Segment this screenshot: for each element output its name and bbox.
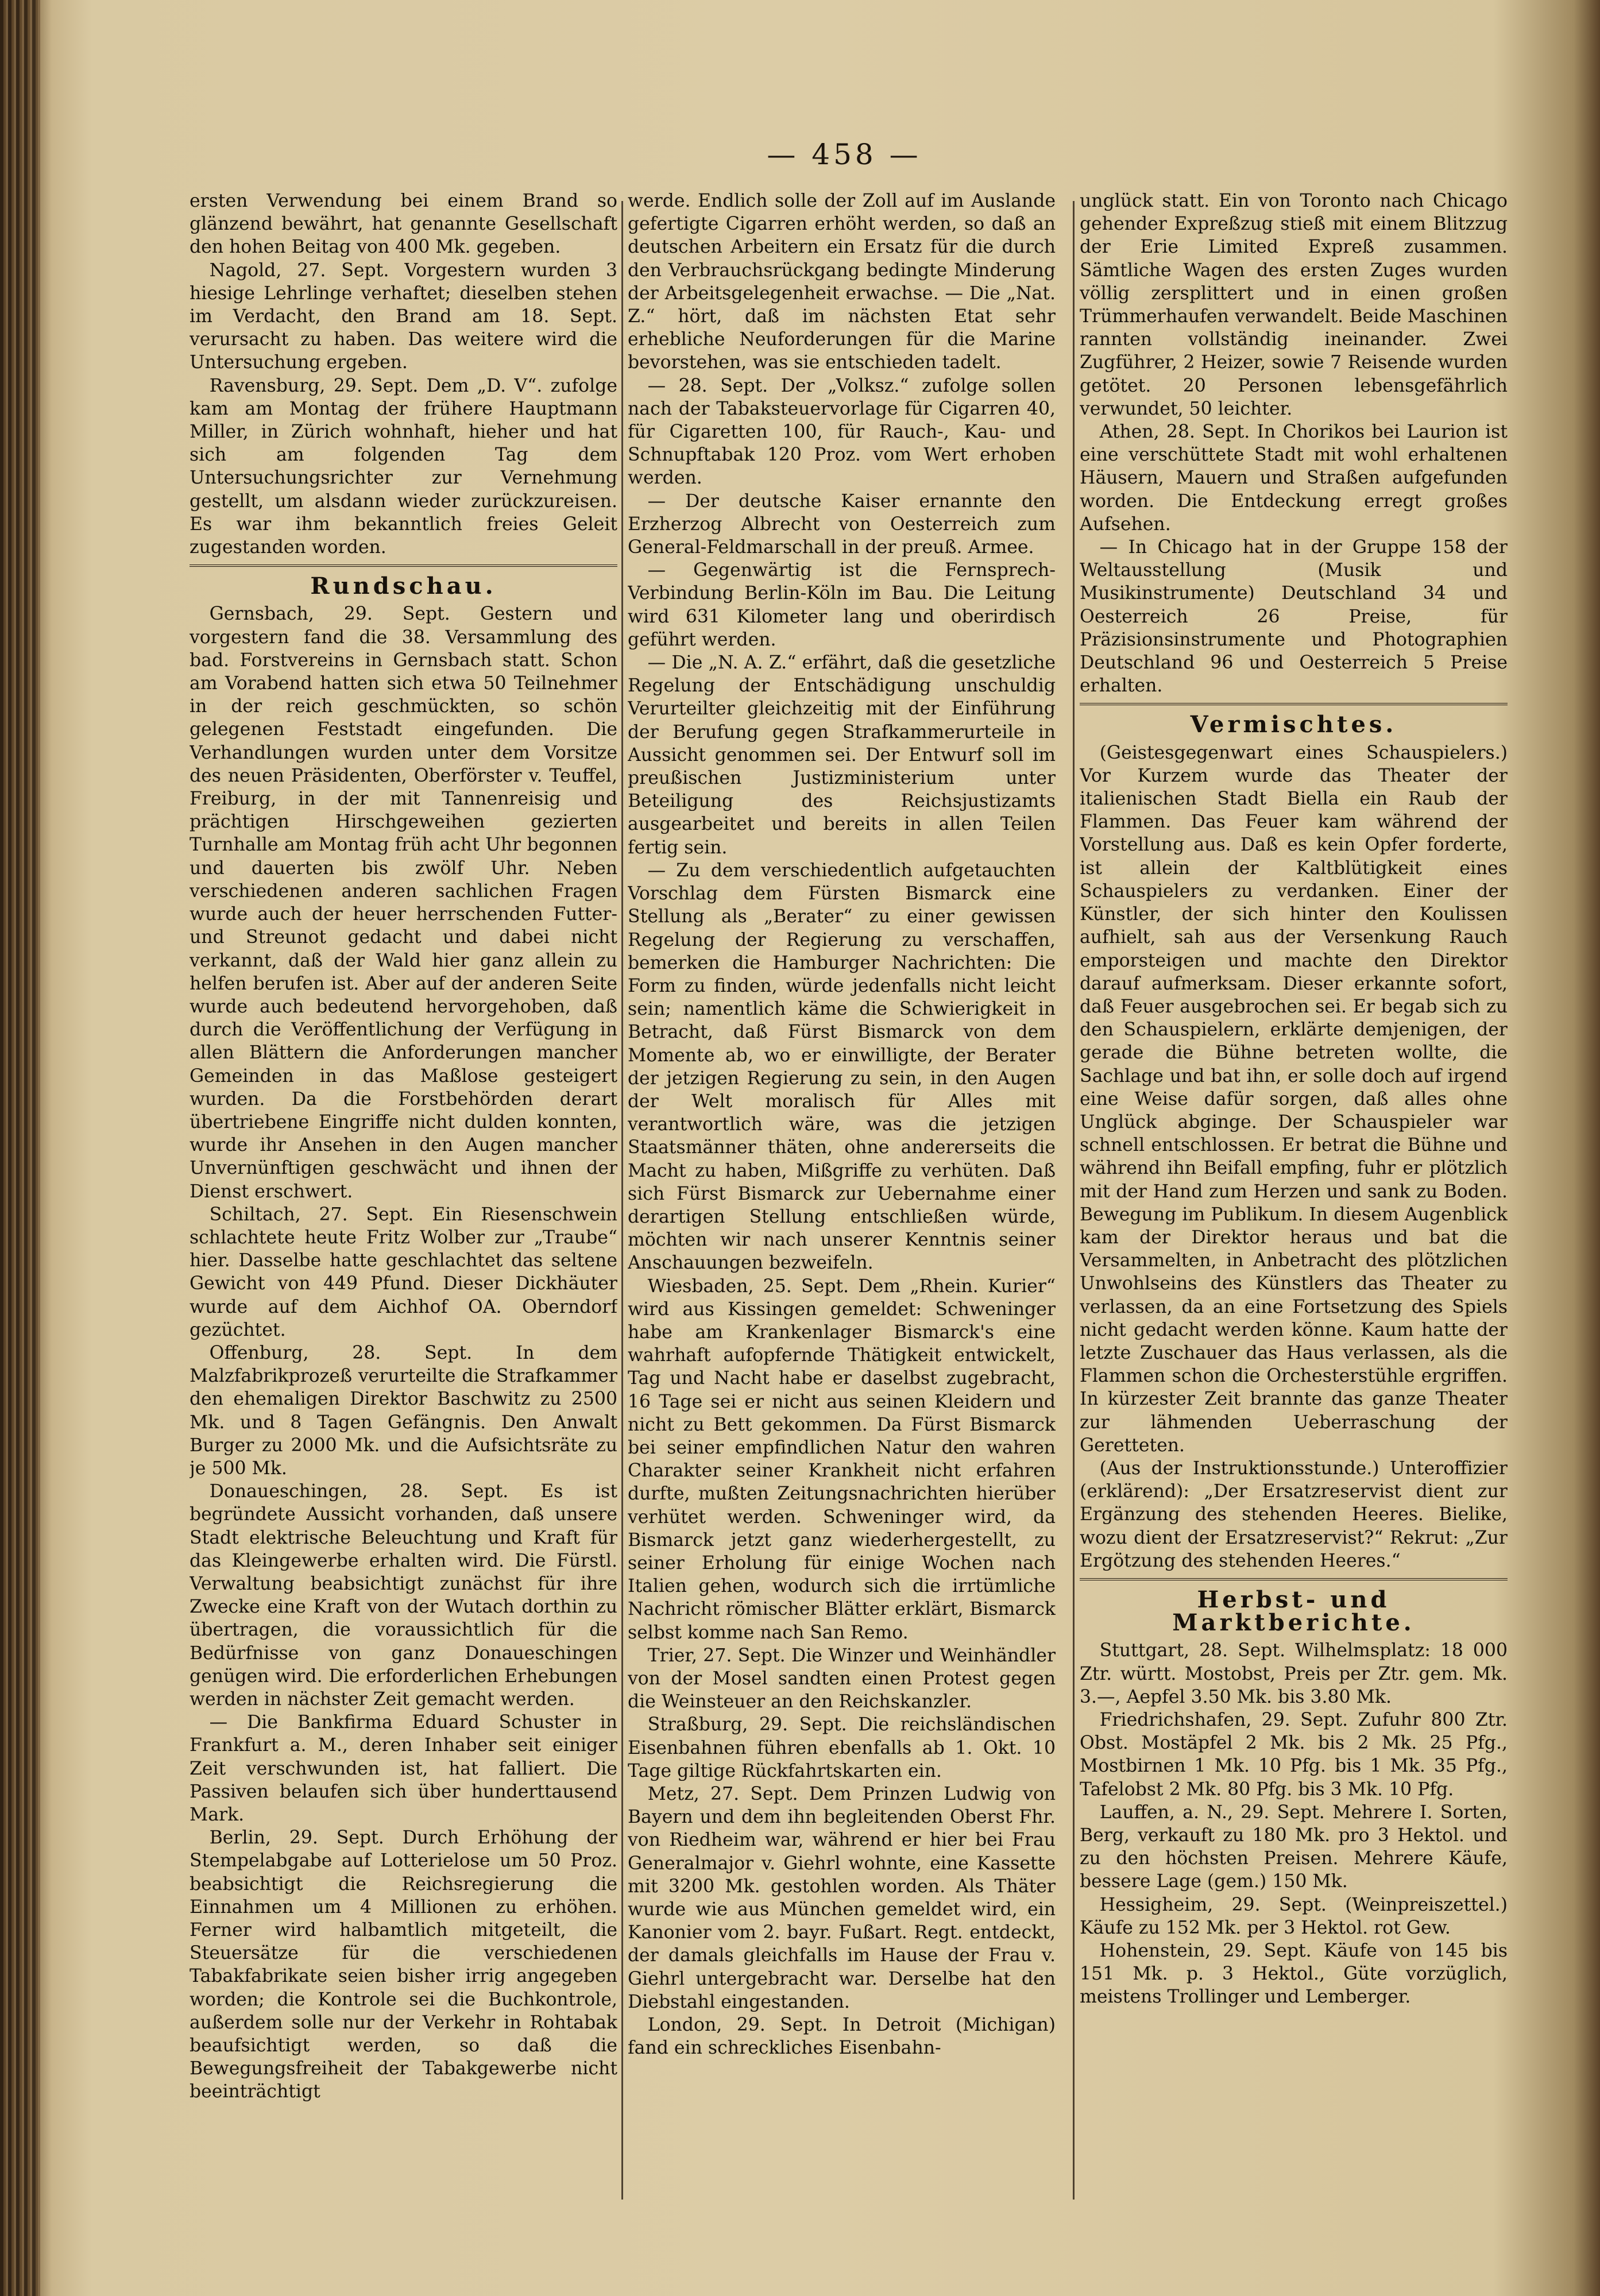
article-paragraph: Straßburg, 29. Sept. Die reichsländischen Eisenbahnen führen ebenfalls ab 1. Okt. 10 Tage giltige Rückfahrtskarten ein.	[628, 1714, 1056, 1781]
page-number: — 458 —	[767, 138, 922, 171]
article-paragraph: Lauffen, a. N., 29. Sept. Mehrere I. Sorten, Berg, verkauft zu 180 Mk. pro 3 Hektol. und zu den höchsten Preisen. Mehrere Käufe, bessere Lage (gem.) 150 Mk.	[1080, 1802, 1508, 1892]
article-paragraph: Metz, 27. Sept. Dem Prinzen Ludwig von Bayern und dem ihn begleitenden Oberst Fhr. von Riedheim war, während er hier bei Frau Generalmajor v. Giehrl wohnte, eine Kassette mit 3200 Mk. gestohlen worden. Als Thäter wurde wie aus München gemeldet wird, ein Kanonier vom 2. bayr. Fußart. Regt. entdeckt, der damals gleichfalls im Hause der Frau v. Giehrl untergebracht war. Derselbe hat den Diebstahl eingestanden.	[628, 1784, 1056, 2012]
section-heading-vermischtes: Vermischtes.	[1080, 703, 1508, 736]
article-paragraph: — Gegenwärtig ist die Fernsprech-Verbindung Berlin-Köln im Bau. Die Leitung wird 631 Kilometer lang und oberirdisch geführt werden.	[628, 560, 1056, 650]
section-heading-marktberichte: Herbst- und Marktberichte.	[1080, 1578, 1508, 1634]
article-paragraph: werde. Endlich solle der Zoll auf im Auslande gefertigte Cigarren erhöht werden, so daß an deutschen Arbeitern ein Ersatz für die durch den Verbrauchsrückgang bedingte Minderung der Arbeitsgelegenheit erwachse. — Die „Nat. Z.“ hört, daß im nächsten Etat sehr erhebliche Neuforderungen für die Marine bevorstehen, was sie entschieden tadelt.	[628, 191, 1056, 373]
article-paragraph: (Geistesgegenwart eines Schauspielers.) Vor Kurzem wurde das Theater der italienischen Stadt Biella ein Raub der Flammen. Das Feuer kam während der Vorstellung aus. Daß es kein Opfer forderte, ist allein der Kaltblütigkeit eines Schauspielers zu verdanken. Einer der Künstler, der sich hinter den Koulissen aufhielt, sah aus der Versenkung Rauch emporsteigen und machte den Direktor darauf aufmerksam. Dieser erkannte sofort, daß Feuer ausgebrochen sei. Er begab sich zu den Schauspielern, erklärte demjenigen, der gerade die Bühne betreten wollte, die Sachlage und bat ihn, er solle doch auf irgend eine Weise dafür sorgen, daß alles ohne Unglück abginge. Der Schauspieler war schnell entschlossen. Er betrat die Bühne und während ihn Beifall empfing, fuhr er plötzlich mit der Hand zum Herzen und sank zu Boden. Bewegung im Publikum. In diesem Augenblick kam der Direktor heraus und bat die Versammelten, in Anbetracht des plötzlichen Unwohlseins des Künstlers das Theater zu verlassen, da an eine Fortsetzung des Spiels nicht gedacht werden könne. Kaum hatte der letzte Zuschauer das Haus verlassen, als die Flammen schon die Orchesterstühle ergriffen. In kürzester Zeit brannte das ganze Theater zur lähmenden Ueberraschung der Geretteten.	[1080, 742, 1508, 1456]
article-paragraph: Friedrichshafen, 29. Sept. Zufuhr 800 Ztr. Obst. Mostäpfel 2 Mk. bis 2 Mk. 25 Pfg., Mostbirnen 1 Mk. 10 Pfg. bis 1 Mk. 35 Pfg., Tafelobst 2 Mk. 80 Pfg. bis 3 Mk. 10 Pfg.	[1080, 1710, 1508, 1800]
article-paragraph: Stuttgart, 28. Sept. Wilhelmsplatz: 18 000 Ztr. württ. Mostobst, Preis per Ztr. gem. Mk. 3.—, Aepfel 3.50 Mk. bis 3.80 Mk.	[1080, 1640, 1508, 1707]
article-paragraph: Schiltach, 27. Sept. Ein Riesenschwein schlachtete heute Fritz Wolber zur „Traube“ hier. Dasselbe hatte geschlachtet das seltene Gewicht von 449 Pfund. Dieser Dickhäuter wurde auf dem Aichhof OA. Oberndorf gezüchtet.	[190, 1204, 617, 1340]
article-paragraph: Donaueschingen, 28. Sept. Es ist begründete Aussicht vorhanden, daß unsere Stadt elektrische Beleuchtung und Kraft für das Kleingewerbe erhalten wird. Die Fürstl. Verwaltung beabsichtigt zunächst für ihre Zwecke eine Kraft von der Wutach dorthin zu übertragen, die voraussichtlich für die Bedürfnisse von ganz Donaueschingen genügen wird. Die erforderlichen Erhebungen werden in nächster Zeit gemacht werden.	[190, 1481, 617, 1710]
book-spine-edge	[0, 0, 40, 2296]
article-paragraph: Nagold, 27. Sept. Vorgestern wurden 3 hiesige Lehrlinge verhaftet; dieselben stehen im Verdacht, den Brand am 18. Sept. verursacht zu haben. Das weitere wird die Untersuchung ergeben.	[190, 260, 617, 373]
article-paragraph: (Aus der Instruktionsstunde.) Unteroffizier (erklärend): „Der Ersatzreservist dient zur Ergänzung des stehenden Heeres. Bielike, wozu dient der Ersatzreservist?“ Rekrut: „Zur Ergötzung des stehenden Heeres.“	[1080, 1458, 1508, 1571]
article-paragraph: — In Chicago hat in der Gruppe 158 der Weltausstellung (Musik und Musikinstrumente) Deutschland 34 und Oesterreich 26 Preise, für Präzisionsinstrumente und Photographien Deutschland 96 und Oesterreich 5 Preise erhalten.	[1080, 537, 1508, 697]
article-paragraph: — Die Bankfirma Eduard Schuster in Frankfurt a. M., deren Inhaber seit einiger Zeit verschwunden ist, hat falliert. Die Passiven belaufen sich über hunderttausend Mark.	[190, 1712, 617, 1826]
article-paragraph: Hessigheim, 29. Sept. (Weinpreiszettel.) Käufe zu 152 Mk. per 3 Hektol. rot Gew.	[1080, 1894, 1508, 1938]
section-heading-rundschau: Rundschau.	[190, 565, 617, 598]
article-paragraph: — Die „N. A. Z.“ erfährt, daß die gesetzliche Regelung der Entschädigung unschuldig Verurteilter gleichzeitig mit der Einführung der Berufung gegen Strafkammerurteile in Aussicht genommen sei. Der Entwurf soll im preußischen Justizministerium unter Beteiligung des Reichsjustizamts ausgearbeitet und bereits in allen Teilen fertig sein.	[628, 652, 1056, 858]
article-paragraph: Wiesbaden, 25. Sept. Dem „Rhein. Kurier“ wird aus Kissingen gemeldet: Schweninger habe am Krankenlager Bismarck's eine wahrhaft aufopfernde Thätigkeit entwickelt, Tag und Nacht habe er daselbst zugebracht, 16 Tage sei er nicht aus seinen Kleidern und nicht zu Bett gekommen. Da Fürst Bismarck bei seiner empfindlichen Natur den wahren Charakter seiner Krankheit nicht erfahren durfte, mußten Zeitungsnachrichten hierüber verhütet werden. Schweninger wird, da Bismarck jetzt ganz wiederhergestellt, zu seiner Erholung für einige Wochen nach Italien gehen, wodurch sich die irrtümliche Nachricht römischer Blätter erklärt, Bismarck selbst komme nach San Remo.	[628, 1275, 1056, 1643]
column-rule	[621, 201, 623, 2200]
article-paragraph: — 28. Sept. Der „Volksz.“ zufolge sollen nach der Tabaksteuervorlage für Cigarren 40, für Cigaretten 100, für Rauch-, Kau- und Schnupftabak 120 Proz. vom Wert erhoben werden.	[628, 375, 1056, 489]
article-paragraph: Athen, 28. Sept. In Chorikos bei Laurion ist eine verschüttete Stadt mit wohl erhaltenen Häusern, Mauern und Straßen aufgefunden worden. Die Entdeckung erregt großes Aufsehen.	[1080, 422, 1508, 535]
article-paragraph: ersten Verwendung bei einem Brand so glänzend bewährt, hat genannte Gesellschaft den hohen Beitag von 400 Mk. gegeben.	[190, 191, 617, 258]
article-paragraph: Offenburg, 28. Sept. In dem Malzfabrikprozeß verurteilte die Strafkammer den ehemaligen Direktor Baschwitz zu 2500 Mk. und 8 Tagen Gefängnis. Den Anwalt Burger zu 2000 Mk. und die Aufsichtsräte zu je 500 Mk.	[190, 1342, 617, 1479]
article-paragraph: Ravensburg, 29. Sept. Dem „D. V“. zufolge kam am Montag der frühere Hauptmann Miller, in Zürich wohnhaft, hieher und hat sich am folgenden Tag dem Untersuchungsrichter zur Vernehmung gestellt, um alsdann wieder zurückzureisen. Es war ihm bekanntlich freies Geleit zugestanden worden.	[190, 375, 617, 558]
article-paragraph: — Der deutsche Kaiser ernannte den Erzherzog Albrecht von Oesterreich zum General-Feldmarschall in der preuß. Armee.	[628, 490, 1056, 558]
article-paragraph: — Zu dem verschiedentlich aufgetauchten Vorschlag dem Fürsten Bismarck eine Stellung als „Berater“ zu einer gewissen Regelung der Regierung zu verschaffen, bemerken die Hamburger Nachrichten: Die Form zu finden, würde jedenfalls nicht leicht sein; namentlich käme die Schwierigkeit in Betracht, daß Fürst Bismarck von dem Momente ab, wo er einwilligte, der Berater der jetzigen Regierung zu sein, in den Augen der Welt moralisch für Alles mit verantwortlich wäre, was die jetzigen Staatsmänner thäten, ohne andererseits die Macht zu haben, Mißgriffe zu verhüten. Daß sich Fürst Bismarck zur Uebernahme einer derartigen Stellung entschließen würde, möchten wir nach unserer Kenntnis seiner Anschauungen bezweifeln.	[628, 860, 1056, 1274]
column-2	[628, 190, 1056, 2211]
article-paragraph: London, 29. Sept. In Detroit (Michigan) fand ein schreckliches Eisenbahn-	[628, 2015, 1056, 2059]
column-1	[190, 190, 617, 2211]
article-paragraph: Berlin, 29. Sept. Durch Erhöhung der Stempelabgabe auf Lotterielose um 50 Proz. beabsichtigt die Reichsregierung die Einnahmen um 4 Millionen zu erhöhen. Ferner wird halbamtlich mitgeteilt, die Steuersätze für die verschiedenen Tabakfabrikate seien bisher irrig angegeben worden; die Kontrole sei die Buchkontrole, außerdem solle nur der Verkehr in Rohtabak beaufsichtigt werden, so daß die Bewegungsfreiheit der Tabakgewerbe nicht beeinträchtigt	[190, 1827, 617, 2102]
column-3	[1080, 190, 1508, 2211]
article-paragraph: unglück statt. Ein von Toronto nach Chicago gehender Expreßzug stieß mit einem Blitzzug der Erie Limited Expreß zusammen. Sämtliche Wagen des ersten Zuges wurden völlig zersplittert und in einen großen Trümmerhaufen verwandelt. Beide Maschinen rannten vollständig ineinander. Zwei Zugführer, 2 Heizer, sowie 7 Reisende wurden getötet. 20 Personen lebensgefährlich verwundet, 50 leichter.	[1080, 191, 1508, 419]
article-paragraph: Hohenstein, 29. Sept. Käufe von 145 bis 151 Mk. p. 3 Hektol., Güte vorzüglich, meistens Trollinger und Lemberger.	[1080, 1941, 1508, 2008]
column-rule	[1073, 201, 1075, 2200]
article-paragraph: Gernsbach, 29. Sept. Gestern und vorgestern fand die 38. Versammlung des bad. Forstvereins in Gernsbach statt. Schon am Vorabend hatten sich etwa 50 Teilnehmer in der reich geschmückten, so schön gelegenen Feststadt eingefunden. Die Verhandlungen wurden unter dem Vorsitze des neuen Präsidenten, Oberförster v. Teuffel, Freiburg, in der mit Tannenreisig und prächtigen Hirschgeweihen gezierten Turnhalle am Montag früh acht Uhr begonnen und dauerten bis zwölf Uhr. Neben verschiedenen anderen sachlichen Fragen wurde auch der heuer herrschenden Futter- und Streunot gedacht und dabei nicht verkannt, daß der Wald hier ganz allein zu helfen berufen ist. Aber auf der anderen Seite wurde auch bedeutend hervorgehoben, daß durch die Veröffentlichung der Verfügung in allen Blättern die Anforderungen mancher Gemeinden in das Maßlose gesteigert wurden. Da die Forstbehörden derart übertriebene Eingriffe nicht dulden konnten, wurde ihr Ansehen in den Augen mancher Unvernünftigen geschwächt und ihnen der Dienst erschwert.	[190, 604, 617, 1202]
article-paragraph: Trier, 27. Sept. Die Winzer und Weinhändler von der Mosel sandten einen Protest gegen die Weinsteuer an den Reichskanzler.	[628, 1645, 1056, 1713]
